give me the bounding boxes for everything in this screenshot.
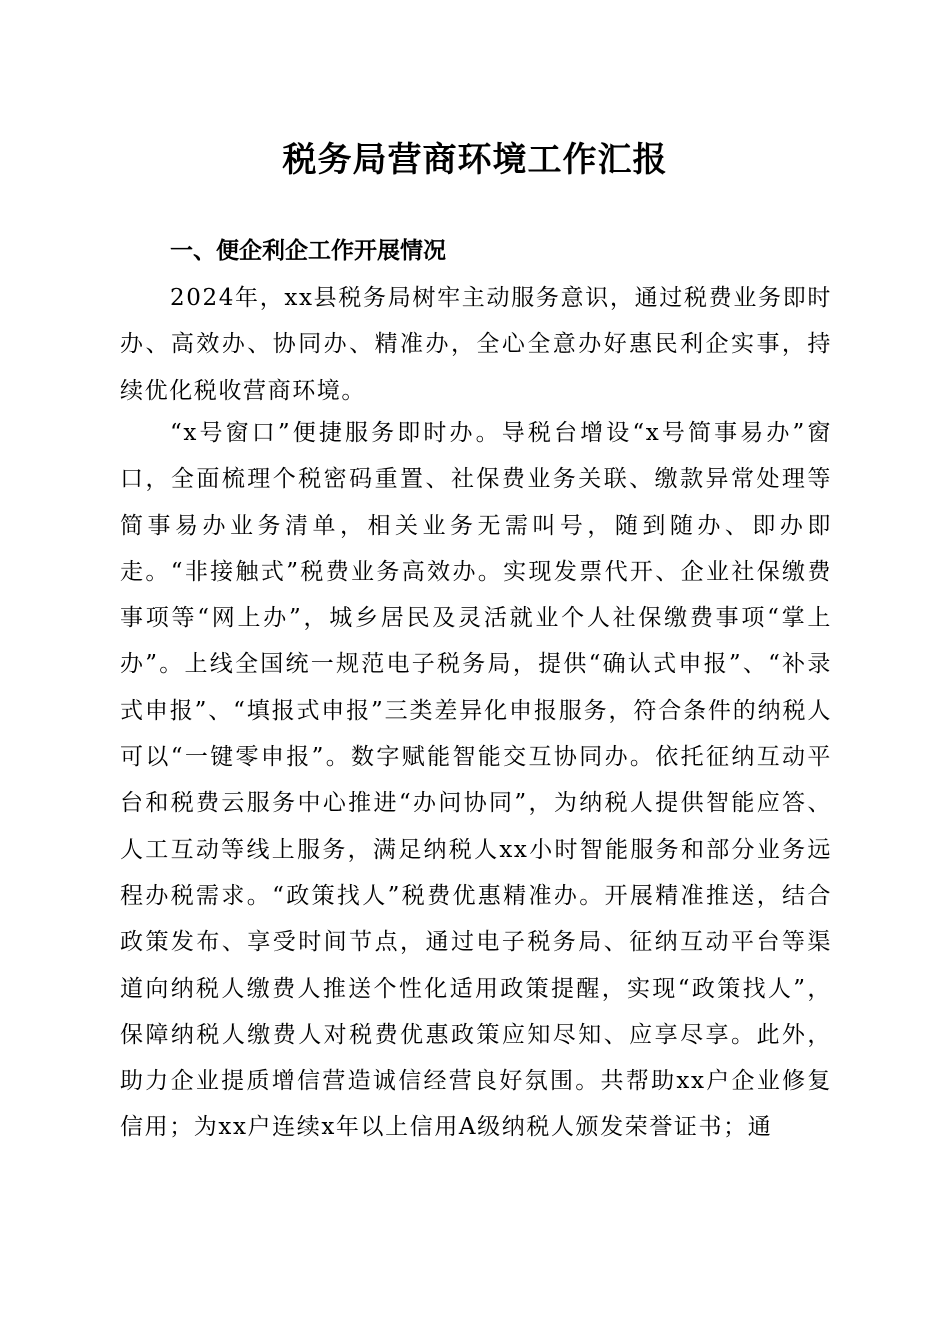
intro-paragraph: 2024年，xx县税务局树牢主动服务意识，通过税费业务即时办、高效办、协同办、精准办，全心全意办好惠民利企实事，持续优化税收营商环境。 bbox=[120, 285, 832, 404]
section-heading: 一、便企利企工作开展情况 bbox=[170, 238, 446, 264]
document-title: 税务局营商环境工作汇报 bbox=[282, 140, 668, 180]
measures-paragraph: “x号窗口”便捷服务即时办。导税台增设“x号简事易办”窗口，全面梳理个税密码重置、社保费业务关联、缴款异常处理等简事易办业务清单，相关业务无需叫号，随到随办、即办即走。“非接触式”税费业务高效办。实现发票代开、企业社保缴费事项等“网上办”，城乡居民及灵活就业个人社保缴费事项“掌上办”。上线全国统一规范电子税务局，提供“确认式申报”、“补录式申报”、“填报式申报”三类差异化申报服务，符合条件的纳税人可以“一键零申报”。数字赋能智能交互协同办。依托征纳互动平台和税费云服务中心推进“办问协同”，为纳税人提供智能应答、人工互动等线上服务，满足纳税人xx小时智能服务和部分业务远程办税需求。“政策找人”税费优惠精准办。开展精准推送，结合政策发布、享受时间节点，通过电子税务局、征纳互动平台等渠道向纳税人缴费人推送个性化适用政策提醒，实现“政策找人”，保障纳税人缴费人对税费优惠政策应知尽知、应享尽享。此外，助力企业提质增信营造诚信经营良好氛围。共帮助xx户企业修复信用；为xx户连续x年以上信用A级纳税人颁发荣誉证书；通 bbox=[120, 420, 832, 1141]
